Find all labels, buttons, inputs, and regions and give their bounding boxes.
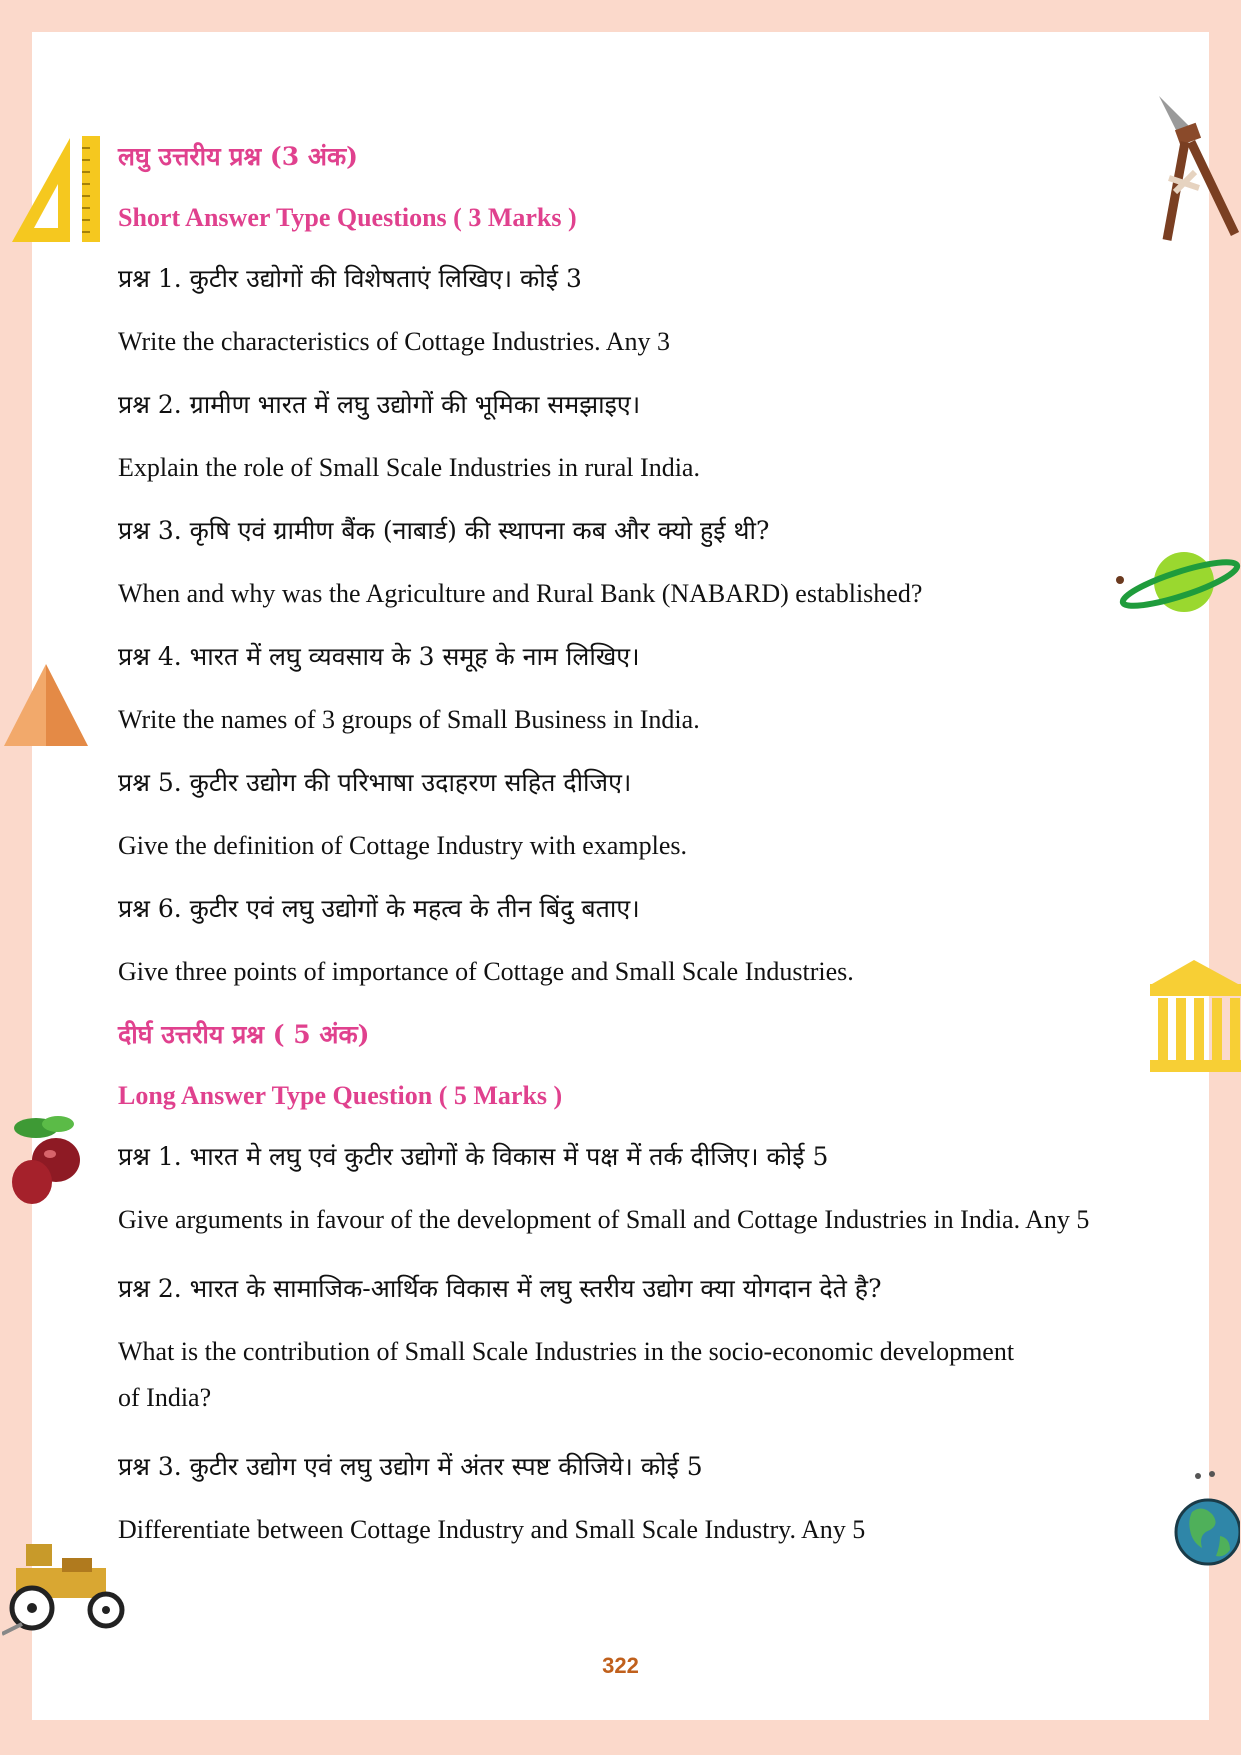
short-question-1-hindi: प्रश्न 1. कुटीर उद्योगों की विशेषताएं लिखिए। कोई 3 — [118, 264, 582, 293]
short-question-6-hindi: प्रश्न 6. कुटीर एवं लघु उद्योगों के महत्व के तीन बिंदु बताए। — [118, 894, 640, 923]
short-question-4-hindi: प्रश्न 4. भारत में लघु व्यवसाय के 3 समूह के नाम लिखिए। — [118, 642, 640, 671]
long-question-2-hindi: प्रश्न 2. भारत के सामाजिक-आर्थिक विकास में लघु स्तरीय उद्योग क्या योगदान देते है? — [118, 1274, 882, 1303]
old-car-icon — [2, 1534, 128, 1638]
short-answer-heading-hindi: लघु उत्तरीय प्रश्न (3 अंक) — [118, 142, 358, 171]
question-section — [118, 140, 1098, 1576]
short-question-5-english: Give the definition of Cottage Industry with examples. — [118, 831, 687, 860]
pyramid-icon — [2, 662, 90, 748]
pillar-building-icon — [1146, 958, 1241, 1074]
short-question-5-hindi: प्रश्न 5. कुटीर उद्योग की परिभाषा उदाहरण सहित दीजिए। — [118, 768, 632, 797]
page-number: 322 — [602, 1653, 639, 1678]
short-answer-heading-english: Short Answer Type Questions ( 3 Marks ) — [118, 203, 577, 232]
long-question-2-english: What is the contribution of Small Scale Industries in the socio-economic development of India? — [118, 1337, 1015, 1412]
short-question-2-english: Explain the role of Small Scale Industries in rural India. — [118, 453, 700, 482]
short-question-6-english: Give three points of importance of Cottage and Small Scale Industries. — [118, 957, 854, 986]
short-question-3-english: When and why was the Agriculture and Rural Bank (NABARD) established? — [118, 579, 923, 608]
fruit-icon — [6, 1108, 86, 1208]
long-answer-heading-english: Long Answer Type Question ( 5 Marks ) — [118, 1081, 563, 1110]
compass-icon — [1155, 92, 1241, 244]
set-square-ruler-icon — [8, 132, 104, 244]
long-question-1-hindi: प्रश्न 1. भारत मे लघु एवं कुटीर उद्योगों के विकास में पक्ष में तर्क दीजिए। कोई 5 — [118, 1142, 829, 1171]
short-question-1-english: Write the characteristics of Cottage Industries. Any 3 — [118, 327, 671, 356]
long-question-3-english: Differentiate between Cottage Industry and Small Scale Industry. Any 5 — [118, 1515, 866, 1544]
short-question-2-hindi: प्रश्न 2. ग्रामीण भारत में लघु उद्योगों की भूमिका समझाइए। — [118, 390, 641, 419]
short-question-3-hindi: प्रश्न 3. कृषि एवं ग्रामीण बैंक (नाबार्ड) की स्थापना कब और क्यो हुई थी? — [118, 516, 770, 545]
long-answer-heading-hindi: दीर्घ उत्तरीय प्रश्न ( 5 अंक) — [118, 1020, 370, 1049]
long-question-3-hindi: प्रश्न 3. कुटीर उद्योग एवं लघु उद्योग में अंतर स्पष्ट कीजिये। कोई 5 — [118, 1452, 703, 1481]
short-question-4-english: Write the names of 3 groups of Small Business in India. — [118, 705, 700, 734]
globe-icon — [1172, 1466, 1240, 1572]
long-question-1-english: Give arguments in favour of the development of Small and Cottage Industries in India. Any 5 — [118, 1205, 1090, 1234]
planet-icon — [1112, 542, 1241, 622]
